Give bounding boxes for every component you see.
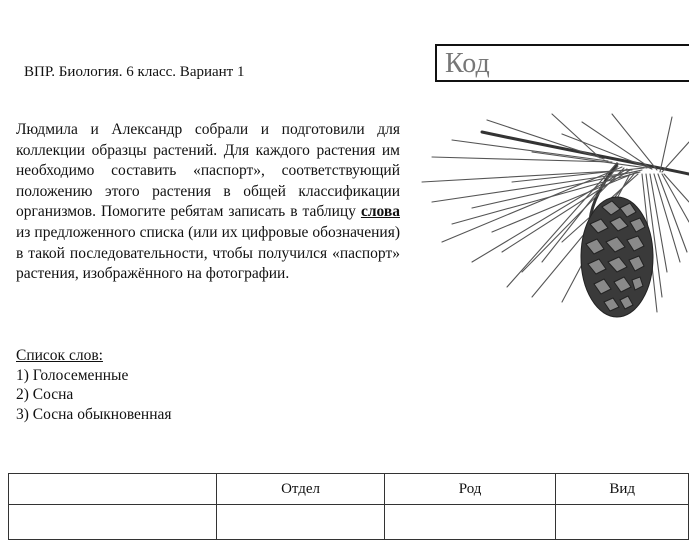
answer-table-cell[interactable]	[384, 505, 555, 540]
answer-table-cell[interactable]	[217, 505, 385, 540]
task-text-before: Людмила и Александр собрали и подготовили для коллекции образцы растений. Для каждого растения им необходимо составить «паспорт», соответствующий положению этого растения в общей классификации организмов. Помогите ребятам записать в таблицу	[16, 121, 400, 221]
answer-table-values-row	[9, 505, 689, 540]
task-text-after: из предложенного списка (или их цифровые обозначения) в такой последовательности, чтобы получился «паспорт» растения, изображённого на фотографии.	[16, 223, 400, 283]
answer-table-header-cell	[9, 474, 217, 505]
answer-table	[8, 473, 689, 540]
task-emphasis-word: слова	[360, 203, 400, 221]
code-field[interactable]	[435, 44, 689, 82]
answer-table-header-row	[9, 474, 689, 505]
answer-table-header-cell: Отдел	[217, 474, 385, 505]
word-list-item: 1) Голосеменные	[16, 366, 129, 384]
answer-table-cell[interactable]	[9, 505, 217, 540]
word-list-item: 2) Сосна	[16, 386, 74, 403]
answer-table-cell[interactable]	[556, 505, 689, 540]
answer-table-header-cell: Род	[384, 474, 555, 505]
code-label: Код	[445, 48, 490, 79]
word-list	[16, 346, 172, 424]
answer-table-header-cell: Вид	[556, 474, 689, 505]
word-list-item: 3) Сосна обыкновенная	[16, 405, 172, 423]
word-list-title: Список слов:	[16, 347, 103, 364]
pine-cone-branch-icon	[412, 112, 689, 337]
document-header-title: ВПР. Биология. 6 класс. Вариант 1	[24, 64, 245, 80]
task-text	[16, 120, 400, 285]
